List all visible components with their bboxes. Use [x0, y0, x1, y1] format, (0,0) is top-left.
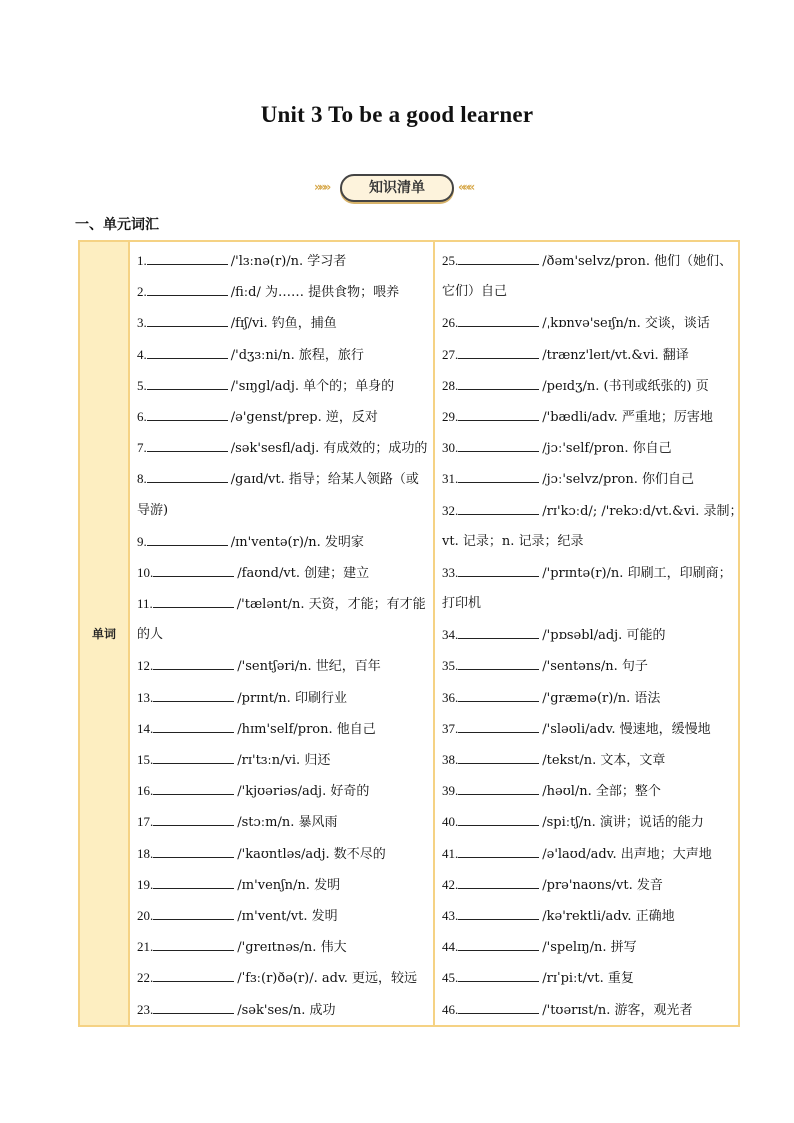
entry-definition: /'prɪntə(r)/n. 印刷工，印刷商；: [542, 565, 732, 581]
answer-blank[interactable]: [147, 344, 228, 359]
answer-blank[interactable]: [458, 936, 539, 951]
answer-blank[interactable]: [153, 718, 234, 733]
entry-definition: /'sentəns/n. 句子: [542, 659, 648, 675]
entry-definition: /ə'genst/prep. 逆，反对: [230, 409, 378, 425]
vocab-entry: [442, 557, 735, 588]
answer-blank[interactable]: [458, 905, 539, 920]
answer-blank[interactable]: [458, 468, 539, 483]
entry-definition: /'pɒsəbl/adj. 可能的: [542, 628, 666, 644]
entry-definition: 它们）自己: [442, 284, 508, 300]
vocab-entry: [442, 713, 735, 744]
vocab-entry: [137, 650, 430, 681]
entry-definition: /sək'ses/n. 成功: [237, 1002, 336, 1018]
entry-number: 26.: [442, 315, 459, 331]
entry-number: 20.: [137, 907, 154, 923]
entry-number: 13.: [137, 689, 154, 705]
vocab-entry-continuation: [137, 495, 430, 526]
vocab-entry: [442, 245, 735, 276]
vocab-entry: [137, 307, 430, 338]
entry-number: 8.: [137, 471, 147, 487]
entry-definition: /ˌkɒnvə'seɪʃn/n. 交谈，谈话: [542, 316, 710, 332]
entry-number: 33.: [442, 564, 459, 580]
answer-blank[interactable]: [458, 874, 539, 889]
vocab-entry-continuation: [442, 276, 735, 307]
entry-definition: /faʊnd/vt. 创建；建立: [237, 565, 370, 581]
vocab-entry: [442, 838, 735, 869]
entry-definition: /kə'rektli/adv. 正确地: [542, 908, 675, 924]
entry-definition: /peɪdʒ/n. (书刊或纸张的) 页: [542, 378, 709, 394]
vocab-entry: [137, 962, 430, 993]
left-word-list: [130, 242, 433, 1025]
vocab-entry: [137, 526, 430, 557]
knowledge-list-badge: 知识清单: [340, 174, 454, 202]
right-word-list: [435, 242, 743, 1025]
entry-number: 21.: [137, 939, 154, 955]
entry-definition: /fɪʃ/vi. 钓鱼，捕鱼: [230, 316, 337, 332]
vocab-entry: [137, 744, 430, 775]
vocab-entry: [137, 245, 430, 276]
entry-definition: /'bædli/adv. 严重地；厉害地: [542, 409, 713, 425]
entry-number: 28.: [442, 377, 459, 393]
vocab-entry: [442, 339, 735, 370]
entry-definition: /ðəm'selvz/pron. 他们（她们、: [542, 254, 733, 269]
entry-definition: /trænz'leɪt/vt.&vi. 翻译: [542, 347, 689, 363]
vocab-entry: [442, 463, 735, 494]
entry-number: 29.: [442, 408, 459, 424]
entry-definition: /'dʒɜːni/n. 旅程，旅行: [230, 347, 364, 363]
entry-definition: /'sɪŋgl/adj. 单个的；单身的: [230, 378, 395, 394]
entry-number: 37.: [442, 720, 459, 736]
entry-definition: vt. 记录；n. 记录；纪录: [442, 533, 584, 549]
answer-blank[interactable]: [458, 562, 539, 577]
answer-blank[interactable]: [153, 874, 234, 889]
entry-definition: /fiːd/ 为…… 提供食物；喂养: [230, 285, 400, 301]
answer-blank[interactable]: [458, 999, 539, 1014]
vocab-entry: [137, 432, 430, 463]
vocab-entry: [442, 962, 735, 993]
answer-blank[interactable]: [458, 843, 539, 858]
answer-blank[interactable]: [458, 375, 539, 390]
answer-blank[interactable]: [458, 718, 539, 733]
entry-number: 19.: [137, 876, 154, 892]
entry-number: 42.: [442, 876, 459, 892]
answer-blank[interactable]: [458, 406, 539, 421]
entry-definition: /'kjʊəriəs/adj. 好奇的: [237, 784, 370, 800]
entry-definition: /sək'sesfl/adj. 有成效的；成功的: [230, 441, 428, 457]
vocab-entry: [137, 401, 430, 432]
answer-blank[interactable]: [458, 500, 539, 515]
entry-number: 15.: [137, 752, 154, 767]
entry-number: 43.: [442, 907, 459, 923]
entry-number: 14.: [137, 720, 154, 736]
entry-definition: /stɔːm/n. 暴风雨: [237, 815, 338, 831]
entry-number: 3.: [137, 315, 147, 331]
entry-definition: /jɔː'selvz/pron. 你们自己: [542, 472, 694, 488]
entry-definition: /ɪn'ventə(r)/n. 发明家: [230, 534, 364, 550]
vocab-entry: [442, 775, 735, 806]
vocab-entry: [442, 869, 735, 900]
entry-number: 25.: [442, 253, 459, 268]
answer-blank[interactable]: [147, 375, 228, 390]
vocab-entry: [137, 370, 430, 401]
answer-blank[interactable]: [458, 624, 539, 639]
entry-number: 32.: [442, 502, 459, 518]
vocab-entry: [442, 900, 735, 931]
vocab-entry: [137, 588, 430, 619]
answer-blank[interactable]: [147, 468, 228, 483]
entry-number: 23.: [137, 1001, 154, 1017]
page-title: Unit 3 To be a good learner: [260, 102, 534, 127]
vocab-entry: [442, 650, 735, 681]
vocab-entry: [137, 869, 430, 900]
entry-definition: /ˈfɜː(r)ðə(r)/. adv. 更远，较远: [237, 971, 418, 987]
answer-blank[interactable]: [153, 655, 234, 670]
vocab-entry: [442, 432, 735, 463]
answer-blank[interactable]: [153, 687, 234, 702]
vocab-entry-continuation: [442, 588, 735, 619]
entry-number: 16.: [137, 783, 154, 799]
entry-definition: /'kaʊntləs/adj. 数不尽的: [237, 846, 386, 862]
answer-blank[interactable]: [458, 749, 539, 764]
entry-definition: /ə'laʊd/adv. 出声地；大声地: [542, 846, 712, 862]
entry-number: 31.: [442, 471, 459, 487]
entry-definition: /'tælənt/n. 天资，才能；有才能: [236, 597, 426, 613]
answer-blank[interactable]: [147, 281, 228, 296]
answer-blank[interactable]: [458, 811, 539, 826]
entry-definition: /spiːtʃ/n. 演讲；说话的能力: [542, 815, 704, 831]
section-heading: 一、单元词汇: [75, 217, 159, 233]
entry-number: 41.: [442, 845, 459, 861]
answer-blank[interactable]: [153, 843, 234, 858]
entry-number: 4.: [137, 346, 147, 362]
answer-blank[interactable]: [458, 250, 539, 265]
entry-number: 6.: [137, 408, 147, 424]
vocab-entry: [137, 775, 430, 806]
answer-blank[interactable]: [458, 967, 539, 982]
answer-blank[interactable]: [458, 655, 539, 670]
entry-number: 27.: [442, 346, 459, 362]
answer-blank[interactable]: [153, 999, 234, 1014]
vocab-entry: [137, 900, 430, 931]
entry-definition: 打印机: [442, 596, 482, 612]
entry-number: 40.: [442, 814, 459, 830]
answer-blank[interactable]: [153, 562, 234, 577]
vocab-entry: [442, 307, 735, 338]
entry-definition: /'tʊərɪst/n. 游客，观光者: [542, 1002, 693, 1018]
entry-number: 39.: [442, 783, 459, 799]
entry-number: 30.: [442, 440, 459, 456]
entry-definition: /'lɜːnə(r)/n. 学习者: [230, 254, 347, 269]
entry-definition: /'spelɪŋ/n. 拼写: [542, 940, 637, 956]
entry-definition: /rɪ'tɜːn/vi. 归还: [237, 753, 331, 768]
entry-number: 9.: [137, 533, 147, 549]
entry-definition: /hɪm'self/pron. 他自己: [237, 721, 376, 737]
vocab-entry: [137, 339, 430, 370]
answer-blank[interactable]: [147, 437, 228, 452]
answer-blank[interactable]: [147, 406, 228, 421]
entry-definition: /həʊl/n. 全部；整个: [542, 784, 661, 800]
entry-number: 17.: [137, 814, 154, 830]
vocab-entry: [137, 806, 430, 837]
answer-blank[interactable]: [153, 811, 234, 826]
entry-definition: /rɪ'kɔːd/; /'rekɔːd/vt.&vi. 录制；: [542, 503, 743, 519]
answer-blank[interactable]: [147, 312, 228, 327]
entry-number: 35.: [442, 658, 459, 674]
vocab-entry: [442, 495, 743, 526]
category-cell: 单词: [79, 241, 129, 1026]
answer-blank[interactable]: [153, 967, 234, 982]
chevron-right-icon: »»»: [314, 180, 329, 194]
vocab-entry: [442, 370, 735, 401]
vocab-entry: [442, 931, 735, 962]
entry-definition: /'græmə(r)/n. 语法: [542, 690, 661, 706]
vocabulary-table: [78, 240, 743, 1027]
entry-definition: /ɪn'venʃn/n. 发明: [237, 877, 341, 893]
entry-definition: /'sentʃəri/n. 世纪，百年: [237, 659, 381, 675]
entry-number: 1.: [137, 253, 147, 268]
answer-blank[interactable]: [458, 437, 539, 452]
answer-blank[interactable]: [153, 936, 234, 951]
entry-number: 46.: [442, 1001, 459, 1017]
entry-number: 36.: [442, 689, 459, 705]
chevron-left-icon: «««: [458, 180, 473, 194]
answer-blank[interactable]: [153, 749, 234, 764]
left-column: [129, 241, 434, 1026]
entry-number: 10.: [137, 564, 154, 580]
entry-number: 22.: [137, 970, 154, 986]
answer-blank[interactable]: [458, 687, 539, 702]
vocab-entry-continuation: [442, 526, 735, 557]
vocab-entry: [442, 401, 735, 432]
entry-number: 7.: [137, 440, 147, 456]
entry-definition: /prə'naʊns/vt. 发音: [542, 877, 663, 893]
entry-number: 12.: [137, 658, 154, 674]
vocab-entry: [442, 744, 735, 775]
answer-blank[interactable]: [153, 905, 234, 920]
vocab-entry: [442, 682, 735, 713]
answer-blank[interactable]: [458, 312, 539, 327]
vocab-entry-continuation: [137, 619, 430, 650]
vocab-entry: [442, 994, 735, 1025]
entry-definition: /jɔː'self/pron. 你自己: [542, 441, 672, 457]
entry-definition: 的人: [137, 627, 164, 643]
vocab-entry: [137, 682, 430, 713]
answer-blank[interactable]: [153, 593, 234, 608]
entry-definition: /'sləʊli/adv. 慢速地，缓慢地: [542, 721, 711, 737]
entry-number: 38.: [442, 752, 459, 767]
entry-number: 44.: [442, 939, 459, 955]
answer-blank[interactable]: [153, 780, 234, 795]
answer-blank[interactable]: [458, 780, 539, 795]
entry-number: 2.: [137, 284, 147, 300]
entry-definition: /prɪnt/n. 印刷行业: [237, 690, 347, 706]
answer-blank[interactable]: [458, 344, 539, 359]
entry-definition: /rɪˈpiːt/vt. 重复: [542, 971, 634, 987]
vocab-entry: [137, 838, 430, 869]
entry-definition: 导游): [137, 502, 169, 518]
entry-number: 11.: [137, 596, 153, 612]
vocab-entry: [137, 994, 430, 1025]
entry-number: 45.: [442, 970, 459, 986]
entry-number: 5.: [137, 377, 147, 393]
vocab-entry: [137, 931, 430, 962]
entry-definition: /gaɪd/vt. 指导；给某人领路（或: [230, 472, 419, 488]
entry-definition: /tekst/n. 文本，文章: [542, 753, 666, 768]
entry-number: 18.: [137, 845, 154, 861]
entry-definition: /ɪn'vent/vt. 发明: [237, 908, 338, 924]
answer-blank[interactable]: [147, 250, 228, 265]
entry-number: 34.: [442, 627, 459, 643]
vocab-entry: [137, 463, 430, 494]
vocab-entry: [442, 806, 735, 837]
vocab-entry: [137, 276, 430, 307]
vocab-entry: [137, 713, 430, 744]
vocab-entry: [442, 619, 735, 650]
right-column: [434, 241, 743, 1026]
section-banner: [0, 174, 794, 202]
answer-blank[interactable]: [147, 531, 228, 546]
entry-definition: /'greɪtnəs/n. 伟大: [237, 940, 347, 956]
vocab-entry: [137, 557, 430, 588]
